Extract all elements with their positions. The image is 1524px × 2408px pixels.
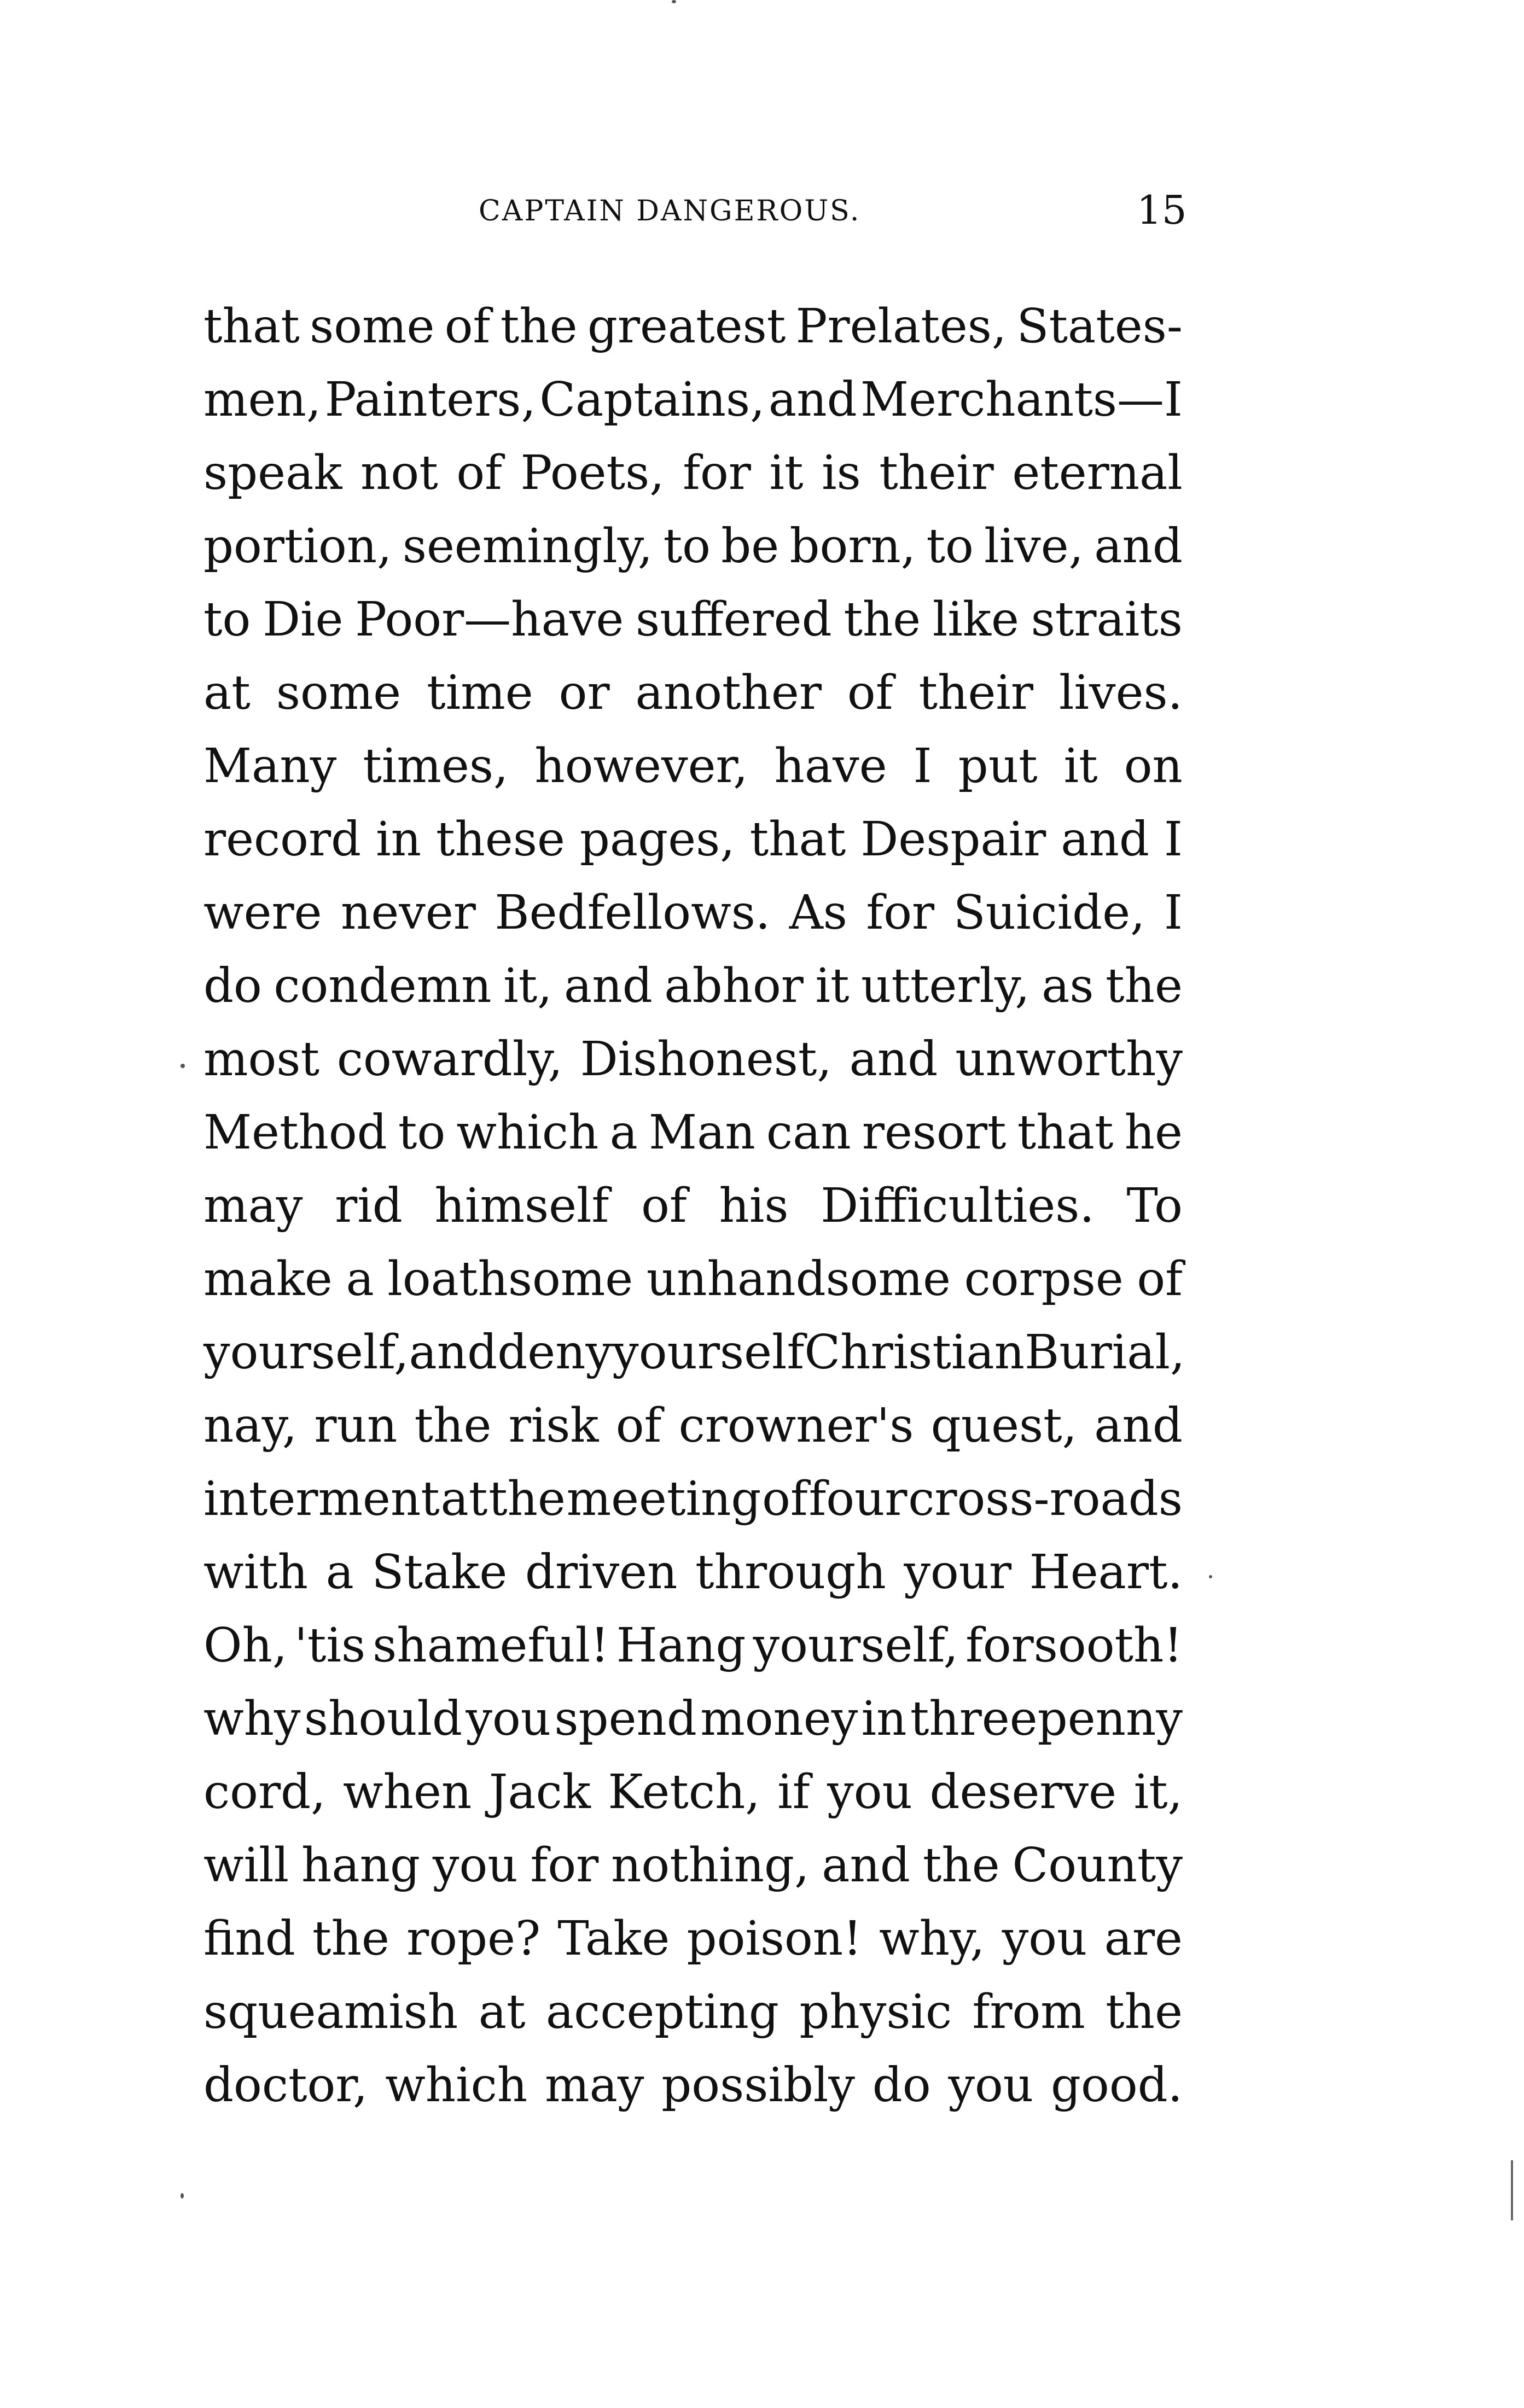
word: is [822,446,861,500]
word: the [844,592,921,647]
word: rope? [406,1911,541,1966]
word: may [545,2058,644,2113]
word: Christian [804,1325,1025,1380]
word: with [203,1545,309,1600]
word: abhor [664,959,804,1013]
word: of [762,1472,808,1526]
word: through [695,1545,886,1600]
word: should [304,1692,463,1746]
word: States- [1016,299,1183,354]
word: eternal [1012,446,1183,500]
word: will [203,1838,289,1893]
scan-speck [181,2193,184,2199]
word: at [440,1472,488,1526]
word: interment [203,1472,440,1526]
scan-edge-mark [1511,2160,1513,2220]
word: the [312,1911,389,1966]
word: in [376,812,421,867]
word: some [310,299,435,354]
text-line [203,2049,1183,2122]
word: Captains, [539,372,765,427]
text-line [203,1243,1183,1316]
text-line [203,1316,1183,1389]
word: for [866,885,935,940]
word: why [203,1692,301,1746]
word: it [769,446,804,500]
text-line [203,1536,1183,1609]
word: which [456,1105,599,1160]
word: pages, [579,812,735,867]
text-line [203,656,1183,730]
word: run [314,1398,398,1453]
word: that [1017,1105,1114,1160]
word: are [1104,1911,1183,1966]
word: good. [1051,2058,1183,2113]
word: put [958,739,1038,794]
word: when [343,1765,472,1820]
word: possibly [661,2058,855,2113]
word: live, [984,519,1084,574]
word: and [409,1325,498,1380]
word: Die [263,592,344,647]
text-line [203,290,1183,363]
word: and [849,1032,938,1087]
word: yourself, [753,1618,959,1673]
word: may [203,1179,303,1233]
word: Painters, [324,372,536,427]
body-text [203,290,1183,2122]
word: As [789,885,847,940]
word: yourself [612,1325,805,1380]
word: men, [203,372,322,427]
word: to [203,592,251,647]
word: accepting [545,1985,779,2039]
word: squeamish [203,1985,458,2039]
word: County [1012,1838,1183,1893]
word: deny [497,1325,613,1380]
word: and [822,1838,910,1893]
word: it [1063,739,1098,794]
word: quest, [930,1398,1078,1453]
word: can [766,1105,851,1160]
word: To [1126,1179,1183,1233]
word: straits [1031,592,1183,647]
running-title: CAPTAIN DANGEROUS. [479,195,861,228]
word: some [276,666,402,720]
word: not [360,446,438,500]
word: rid [335,1179,403,1233]
word: himself [434,1179,609,1233]
text-line [203,1023,1183,1096]
word: a [609,1105,638,1160]
word: the [414,1398,492,1453]
word: in [861,1692,907,1746]
word: that [749,812,846,867]
word: forsooth! [965,1618,1183,1673]
word: four [808,1472,908,1526]
word: their [918,666,1033,720]
word: their [879,446,994,500]
text-line [203,1609,1183,1682]
word: and [768,372,857,427]
text-line [203,1902,1183,1975]
word: deserve [929,1765,1117,1820]
text-line [203,583,1183,656]
text-line [203,1682,1183,1756]
word: most [203,1032,320,1087]
word: Despair [860,812,1046,867]
word: portion, [203,519,392,574]
word: for [530,1838,599,1893]
word: of [444,299,491,354]
word: however, [534,739,748,794]
word: Man [649,1105,755,1160]
word: Poets, [520,446,665,500]
word: threepenny [910,1692,1183,1746]
word: of [847,666,893,720]
word: the [488,1472,566,1526]
word: nay, [203,1398,298,1453]
word: spend [554,1692,697,1746]
word: Many [203,739,337,794]
word: make [203,1252,333,1307]
text-line [203,1462,1183,1536]
scan-speck [1209,1575,1212,1578]
text-line [203,1756,1183,1829]
word: Dishonest, [580,1032,832,1087]
word: as [1042,959,1094,1013]
word: Burial, [1025,1325,1185,1380]
word: of [1137,1252,1183,1307]
word: find [203,1911,295,1966]
text-line [203,363,1183,436]
word: you [1002,1911,1087,1966]
word: Poor—have [355,592,624,647]
word: Method [203,1105,387,1160]
text-line [203,730,1183,803]
word: the [922,1838,1000,1893]
word: your [904,1545,1012,1600]
word: Difficulties. [821,1179,1095,1233]
word: of [641,1179,687,1233]
word: I [1164,885,1183,940]
text-line [203,1169,1183,1243]
word: or [559,666,610,720]
scan-speck [181,1064,185,1068]
word: a [325,1545,354,1600]
word: you [827,1765,912,1820]
word: unhandsome [646,1252,951,1307]
word: the [1106,959,1183,1013]
word: utterly, [861,959,1030,1013]
word: if [777,1765,810,1820]
word: to [663,519,711,574]
word: I [913,739,932,794]
word: corpse [964,1252,1124,1307]
word: suffered [636,592,832,647]
word: have [774,739,887,794]
text-line [203,1829,1183,1902]
word: a [346,1252,374,1307]
word: loathsome [387,1252,633,1307]
word: another [635,666,822,720]
word: were [203,885,322,940]
word: Oh, [203,1618,288,1673]
word: Take [557,1911,670,1966]
word: doctor, [203,2058,368,2113]
word: condemn [274,959,492,1013]
word: these [435,812,565,867]
word: risk [508,1398,599,1453]
word: Hang [616,1618,746,1673]
word: shameful! [373,1618,609,1673]
word: and [1094,1398,1183,1453]
word: Stake [371,1545,508,1600]
page-number: 15 [1137,187,1187,233]
word: times, [363,739,509,794]
word: record [203,812,362,867]
word: from [972,1985,1085,2039]
word: crowner's [678,1398,914,1453]
word: speak [203,446,342,500]
word: 'tis [294,1618,366,1673]
word: like [932,592,1019,647]
word: and [1061,812,1149,867]
word: Ketch, [608,1765,760,1820]
word: it, [1133,1765,1183,1820]
word: I [1164,812,1183,867]
word: the [1106,1985,1183,2039]
word: he [1124,1105,1183,1160]
word: you [432,1838,518,1893]
word: Merchants—I [860,372,1183,427]
word: yourself, [203,1325,409,1380]
word: Heart. [1029,1545,1183,1600]
word: nothing, [611,1838,810,1893]
word: at [478,1985,526,2039]
word: you [948,2058,1034,2113]
word: meeting [566,1472,761,1526]
word: it [815,959,850,1013]
word: why, [879,1911,985,1966]
text-line [203,949,1183,1023]
word: greatest [587,299,786,354]
word: to [398,1105,446,1160]
text-line [203,1096,1183,1169]
word: never [341,885,476,940]
word: driven [525,1545,678,1600]
word: Jack [488,1765,591,1820]
word: money [700,1692,858,1746]
word: do [203,959,262,1013]
word: and [1094,519,1183,574]
word: Prelates, [795,299,1007,354]
word: Bedfellows. [495,885,771,940]
word: born, [789,519,916,574]
text-line [203,510,1183,583]
word: be [721,519,780,574]
word: cowardly, [336,1032,563,1087]
word: of [615,1398,662,1453]
word: at [203,666,251,720]
text-line [203,1975,1183,2049]
word: it, [503,959,552,1013]
word: and [564,959,653,1013]
word: hang [301,1838,421,1893]
text-line [203,876,1183,949]
word: Suicide, [953,885,1145,940]
word: unworthy [955,1032,1183,1087]
word: time [427,666,533,720]
word: of [456,446,502,500]
word: physic [799,1985,952,2039]
scan-speck [672,0,676,3]
word: the [500,299,578,354]
word: resort [862,1105,1007,1160]
text-line [203,436,1183,510]
word: poison! [687,1911,862,1966]
word: to [926,519,974,574]
text-line [203,1389,1183,1462]
word: cross-roads [908,1472,1183,1526]
word: seemingly, [402,519,653,574]
word: on [1124,739,1183,794]
word: do [872,2058,931,2113]
word: for [683,446,751,500]
word: which [385,2058,528,2113]
word: his [719,1179,789,1233]
word: you [466,1692,551,1746]
word: lives. [1058,666,1183,720]
text-line [203,803,1183,876]
word: cord, [203,1765,326,1820]
word: that [203,299,300,354]
